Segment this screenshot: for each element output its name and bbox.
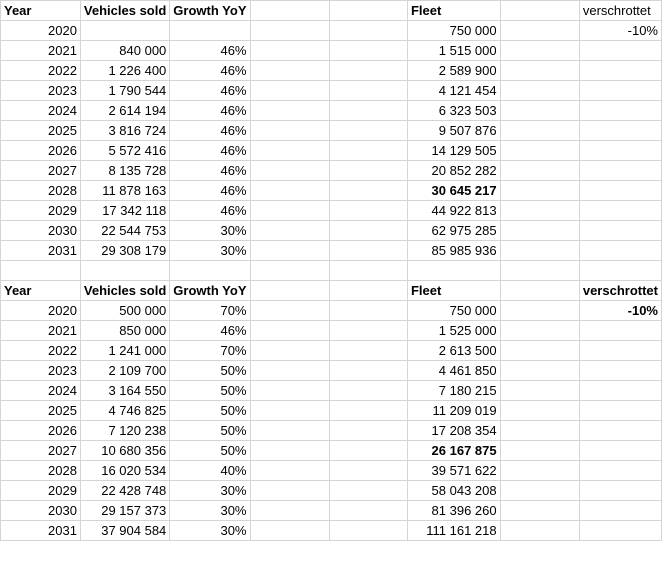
cell-fleet[interactable]: 85 985 936 bbox=[407, 241, 500, 261]
empty-cell[interactable] bbox=[579, 501, 661, 521]
empty-cell[interactable] bbox=[250, 101, 329, 121]
cell-year[interactable]: 2022 bbox=[1, 61, 81, 81]
cell-vehicles-sold[interactable] bbox=[80, 21, 169, 41]
cell-fleet[interactable]: 111 161 218 bbox=[407, 521, 500, 541]
empty-cell[interactable] bbox=[250, 121, 329, 141]
empty-cell[interactable] bbox=[250, 241, 329, 261]
empty-cell[interactable] bbox=[579, 421, 661, 441]
empty-cell[interactable] bbox=[250, 461, 329, 481]
cell-growth-yoy[interactable]: 50% bbox=[170, 421, 250, 441]
empty-cell[interactable] bbox=[250, 481, 329, 501]
empty-cell[interactable] bbox=[250, 221, 329, 241]
cell-vehicles-sold[interactable]: 1 226 400 bbox=[80, 61, 169, 81]
table-row bbox=[1, 481, 662, 501]
empty-cell[interactable] bbox=[250, 361, 329, 381]
table-row bbox=[1, 201, 662, 221]
cell-growth-yoy[interactable]: 50% bbox=[170, 401, 250, 421]
header-cell-growth-yoy[interactable]: Growth YoY bbox=[170, 1, 250, 21]
cell-year[interactable]: 2024 bbox=[1, 101, 81, 121]
header-cell-fleet[interactable]: Fleet bbox=[407, 281, 500, 301]
cell-year[interactable]: 2031 bbox=[1, 521, 81, 541]
cell-growth-yoy[interactable]: 46% bbox=[170, 41, 250, 61]
empty-cell[interactable] bbox=[250, 301, 329, 321]
table-row bbox=[1, 61, 662, 81]
empty-cell[interactable] bbox=[250, 261, 329, 281]
cell-growth-yoy[interactable]: 46% bbox=[170, 181, 250, 201]
header-cell-year[interactable]: Year bbox=[1, 1, 81, 21]
cell-growth-yoy[interactable]: 30% bbox=[170, 221, 250, 241]
empty-cell[interactable] bbox=[329, 441, 407, 461]
cell-vehicles-sold[interactable]: 7 120 238 bbox=[80, 421, 169, 441]
table-row bbox=[1, 301, 662, 321]
empty-cell[interactable] bbox=[579, 201, 661, 221]
empty-cell[interactable] bbox=[579, 101, 661, 121]
cell-year[interactable]: 2027 bbox=[1, 441, 81, 461]
empty-cell[interactable] bbox=[500, 61, 579, 81]
empty-cell[interactable] bbox=[329, 181, 407, 201]
empty-cell[interactable] bbox=[500, 281, 579, 301]
empty-cell[interactable] bbox=[329, 501, 407, 521]
empty-cell[interactable] bbox=[500, 421, 579, 441]
cell-fleet[interactable]: 7 180 215 bbox=[407, 381, 500, 401]
table-row bbox=[1, 21, 662, 41]
header-row bbox=[1, 281, 662, 301]
cell-vehicles-sold[interactable]: 8 135 728 bbox=[80, 161, 169, 181]
empty-cell[interactable] bbox=[250, 521, 329, 541]
cell-vehicles-sold[interactable]: 22 428 748 bbox=[80, 481, 169, 501]
cell-year[interactable]: 2027 bbox=[1, 161, 81, 181]
empty-cell[interactable] bbox=[579, 521, 661, 541]
cell-fleet[interactable]: 750 000 bbox=[407, 301, 500, 321]
cell-growth-yoy[interactable]: 50% bbox=[170, 381, 250, 401]
header-cell-vehicles-sold[interactable]: Vehicles sold bbox=[80, 281, 169, 301]
empty-row bbox=[1, 261, 662, 281]
cell-fleet[interactable]: 2 589 900 bbox=[407, 61, 500, 81]
empty-cell[interactable] bbox=[500, 401, 579, 421]
empty-cell[interactable] bbox=[329, 21, 407, 41]
cell-growth-yoy[interactable]: 50% bbox=[170, 441, 250, 461]
cell-year[interactable]: 2031 bbox=[1, 241, 81, 261]
cell-fleet[interactable]: 44 922 813 bbox=[407, 201, 500, 221]
cell-vehicles-sold[interactable]: 500 000 bbox=[80, 301, 169, 321]
table-row bbox=[1, 341, 662, 361]
table-row bbox=[1, 401, 662, 421]
table-row bbox=[1, 181, 662, 201]
empty-cell[interactable] bbox=[1, 261, 81, 281]
table-row bbox=[1, 461, 662, 481]
cell-year[interactable]: 2023 bbox=[1, 81, 81, 101]
cell-vehicles-sold[interactable]: 2 109 700 bbox=[80, 361, 169, 381]
empty-cell[interactable] bbox=[500, 361, 579, 381]
header-cell-fleet[interactable]: Fleet bbox=[407, 1, 500, 21]
cell-growth-yoy[interactable]: 46% bbox=[170, 141, 250, 161]
empty-cell[interactable] bbox=[579, 381, 661, 401]
cell-vehicles-sold[interactable]: 10 680 356 bbox=[80, 441, 169, 461]
cell-fleet[interactable]: 14 129 505 bbox=[407, 141, 500, 161]
cell-fleet[interactable]: 62 975 285 bbox=[407, 221, 500, 241]
cell-year[interactable]: 2026 bbox=[1, 141, 81, 161]
cell-vehicles-sold[interactable]: 3 164 550 bbox=[80, 381, 169, 401]
cell-vehicles-sold[interactable]: 1 241 000 bbox=[80, 341, 169, 361]
cell-vehicles-sold[interactable]: 29 157 373 bbox=[80, 501, 169, 521]
cell-year[interactable]: 2029 bbox=[1, 201, 81, 221]
empty-cell[interactable] bbox=[250, 341, 329, 361]
empty-cell[interactable] bbox=[500, 121, 579, 141]
cell-fleet[interactable]: 58 043 208 bbox=[407, 481, 500, 501]
empty-cell[interactable] bbox=[500, 181, 579, 201]
empty-cell[interactable] bbox=[500, 381, 579, 401]
empty-cell[interactable] bbox=[329, 401, 407, 421]
empty-cell[interactable] bbox=[250, 61, 329, 81]
cell-fleet[interactable]: 4 461 850 bbox=[407, 361, 500, 381]
empty-cell[interactable] bbox=[579, 141, 661, 161]
empty-cell[interactable] bbox=[329, 241, 407, 261]
cell-fleet[interactable]: 30 645 217 bbox=[407, 181, 500, 201]
table-row bbox=[1, 101, 662, 121]
empty-cell[interactable] bbox=[329, 521, 407, 541]
empty-cell[interactable] bbox=[579, 221, 661, 241]
empty-cell[interactable] bbox=[250, 401, 329, 421]
empty-cell[interactable] bbox=[329, 1, 407, 21]
table-row bbox=[1, 521, 662, 541]
cell-vehicles-sold[interactable]: 850 000 bbox=[80, 321, 169, 341]
table-row bbox=[1, 441, 662, 461]
empty-cell[interactable] bbox=[170, 261, 250, 281]
empty-cell[interactable] bbox=[500, 81, 579, 101]
cell-year[interactable]: 2028 bbox=[1, 181, 81, 201]
empty-cell[interactable] bbox=[250, 201, 329, 221]
cell-scrap-rate[interactable]: -10% bbox=[579, 301, 661, 321]
empty-cell[interactable] bbox=[500, 461, 579, 481]
empty-cell[interactable] bbox=[329, 481, 407, 501]
empty-cell[interactable] bbox=[500, 41, 579, 61]
empty-cell[interactable] bbox=[329, 341, 407, 361]
empty-cell[interactable] bbox=[250, 21, 329, 41]
empty-cell[interactable] bbox=[250, 81, 329, 101]
empty-cell[interactable] bbox=[500, 301, 579, 321]
empty-cell[interactable] bbox=[329, 101, 407, 121]
empty-cell[interactable] bbox=[579, 121, 661, 141]
cell-year[interactable]: 2029 bbox=[1, 481, 81, 501]
header-cell-growth-yoy[interactable]: Growth YoY bbox=[170, 281, 250, 301]
empty-cell[interactable] bbox=[500, 1, 579, 21]
empty-cell[interactable] bbox=[579, 341, 661, 361]
cell-growth-yoy[interactable]: 46% bbox=[170, 121, 250, 141]
empty-cell[interactable] bbox=[329, 141, 407, 161]
empty-cell[interactable] bbox=[329, 61, 407, 81]
cell-fleet[interactable]: 17 208 354 bbox=[407, 421, 500, 441]
empty-cell[interactable] bbox=[407, 261, 500, 281]
empty-cell[interactable] bbox=[250, 421, 329, 441]
cell-year[interactable]: 2025 bbox=[1, 121, 81, 141]
cell-year[interactable]: 2020 bbox=[1, 301, 81, 321]
empty-cell[interactable] bbox=[329, 81, 407, 101]
cell-vehicles-sold[interactable]: 840 000 bbox=[80, 41, 169, 61]
cell-growth-yoy[interactable]: 30% bbox=[170, 521, 250, 541]
empty-cell[interactable] bbox=[579, 401, 661, 421]
table-row bbox=[1, 501, 662, 521]
table-row bbox=[1, 321, 662, 341]
empty-cell[interactable] bbox=[329, 421, 407, 441]
cell-year[interactable]: 2026 bbox=[1, 421, 81, 441]
empty-cell[interactable] bbox=[250, 141, 329, 161]
empty-cell[interactable] bbox=[329, 161, 407, 181]
header-row bbox=[1, 1, 662, 21]
table-row bbox=[1, 421, 662, 441]
cell-growth-yoy[interactable]: 50% bbox=[170, 361, 250, 381]
cell-growth-yoy[interactable]: 46% bbox=[170, 61, 250, 81]
cell-year[interactable]: 2028 bbox=[1, 461, 81, 481]
cell-vehicles-sold[interactable]: 29 308 179 bbox=[80, 241, 169, 261]
empty-cell[interactable] bbox=[500, 481, 579, 501]
cell-vehicles-sold[interactable]: 17 342 118 bbox=[80, 201, 169, 221]
cell-fleet[interactable]: 26 167 875 bbox=[407, 441, 500, 461]
empty-cell[interactable] bbox=[250, 161, 329, 181]
empty-cell[interactable] bbox=[579, 461, 661, 481]
empty-cell[interactable] bbox=[500, 441, 579, 461]
empty-cell[interactable] bbox=[500, 221, 579, 241]
cell-year[interactable]: 2021 bbox=[1, 41, 81, 61]
cell-fleet[interactable]: 81 396 260 bbox=[407, 501, 500, 521]
cell-fleet[interactable]: 11 209 019 bbox=[407, 401, 500, 421]
cell-vehicles-sold[interactable]: 22 544 753 bbox=[80, 221, 169, 241]
empty-cell[interactable] bbox=[500, 241, 579, 261]
cell-growth-yoy[interactable]: 70% bbox=[170, 301, 250, 321]
table-row bbox=[1, 361, 662, 381]
cell-vehicles-sold[interactable]: 3 816 724 bbox=[80, 121, 169, 141]
cell-vehicles-sold[interactable]: 16 020 534 bbox=[80, 461, 169, 481]
cell-growth-yoy[interactable]: 46% bbox=[170, 321, 250, 341]
empty-cell[interactable] bbox=[500, 201, 579, 221]
empty-cell[interactable] bbox=[250, 321, 329, 341]
empty-cell[interactable] bbox=[329, 381, 407, 401]
empty-cell[interactable] bbox=[250, 441, 329, 461]
empty-cell[interactable] bbox=[500, 521, 579, 541]
cell-year[interactable]: 2030 bbox=[1, 221, 81, 241]
cell-fleet[interactable]: 9 507 876 bbox=[407, 121, 500, 141]
cell-fleet[interactable]: 1 515 000 bbox=[407, 41, 500, 61]
cell-fleet[interactable]: 6 323 503 bbox=[407, 101, 500, 121]
empty-cell[interactable] bbox=[579, 441, 661, 461]
cell-growth-yoy[interactable]: 46% bbox=[170, 81, 250, 101]
empty-cell[interactable] bbox=[329, 321, 407, 341]
empty-cell[interactable] bbox=[579, 61, 661, 81]
cell-scrap-rate[interactable]: -10% bbox=[579, 21, 661, 41]
empty-cell[interactable] bbox=[579, 81, 661, 101]
table-row bbox=[1, 141, 662, 161]
empty-cell[interactable] bbox=[250, 501, 329, 521]
empty-cell[interactable] bbox=[579, 261, 661, 281]
table-row bbox=[1, 221, 662, 241]
empty-cell[interactable] bbox=[329, 461, 407, 481]
empty-cell[interactable] bbox=[579, 161, 661, 181]
table-row bbox=[1, 41, 662, 61]
cell-year[interactable]: 2023 bbox=[1, 361, 81, 381]
empty-cell[interactable] bbox=[500, 161, 579, 181]
cell-fleet[interactable]: 20 852 282 bbox=[407, 161, 500, 181]
cell-year[interactable]: 2020 bbox=[1, 21, 81, 41]
empty-cell[interactable] bbox=[579, 361, 661, 381]
empty-cell[interactable] bbox=[579, 181, 661, 201]
empty-cell[interactable] bbox=[579, 321, 661, 341]
empty-cell[interactable] bbox=[500, 321, 579, 341]
empty-cell[interactable] bbox=[329, 301, 407, 321]
cell-growth-yoy[interactable]: 46% bbox=[170, 161, 250, 181]
empty-cell[interactable] bbox=[250, 281, 329, 301]
empty-cell[interactable] bbox=[500, 261, 579, 281]
cell-growth-yoy[interactable] bbox=[170, 21, 250, 41]
table-row bbox=[1, 121, 662, 141]
cell-fleet[interactable]: 2 613 500 bbox=[407, 341, 500, 361]
empty-cell[interactable] bbox=[579, 481, 661, 501]
empty-cell[interactable] bbox=[329, 41, 407, 61]
cell-fleet[interactable]: 1 525 000 bbox=[407, 321, 500, 341]
cell-year[interactable]: 2024 bbox=[1, 381, 81, 401]
header-cell-year[interactable]: Year bbox=[1, 281, 81, 301]
header-cell-verschrottet[interactable]: verschrottet bbox=[579, 281, 661, 301]
cell-year[interactable]: 2022 bbox=[1, 341, 81, 361]
empty-cell[interactable] bbox=[500, 141, 579, 161]
cell-year[interactable]: 2030 bbox=[1, 501, 81, 521]
cell-vehicles-sold[interactable]: 11 878 163 bbox=[80, 181, 169, 201]
cell-vehicles-sold[interactable]: 1 790 544 bbox=[80, 81, 169, 101]
header-cell-verschrottet[interactable]: verschrottet bbox=[579, 1, 661, 21]
cell-vehicles-sold[interactable]: 5 572 416 bbox=[80, 141, 169, 161]
cell-year[interactable]: 2021 bbox=[1, 321, 81, 341]
empty-cell[interactable] bbox=[329, 221, 407, 241]
empty-cell[interactable] bbox=[250, 181, 329, 201]
table-row bbox=[1, 241, 662, 261]
cell-vehicles-sold[interactable]: 37 904 584 bbox=[80, 521, 169, 541]
cell-fleet[interactable]: 4 121 454 bbox=[407, 81, 500, 101]
empty-cell[interactable] bbox=[500, 101, 579, 121]
cell-growth-yoy[interactable]: 40% bbox=[170, 461, 250, 481]
cell-fleet[interactable]: 750 000 bbox=[407, 21, 500, 41]
cell-vehicles-sold[interactable]: 2 614 194 bbox=[80, 101, 169, 121]
header-cell-vehicles-sold[interactable]: Vehicles sold bbox=[80, 1, 169, 21]
empty-cell[interactable] bbox=[250, 381, 329, 401]
empty-cell[interactable] bbox=[250, 41, 329, 61]
cell-vehicles-sold[interactable]: 4 746 825 bbox=[80, 401, 169, 421]
empty-cell[interactable] bbox=[500, 341, 579, 361]
table-row bbox=[1, 81, 662, 101]
cell-fleet[interactable]: 39 571 622 bbox=[407, 461, 500, 481]
empty-cell[interactable] bbox=[500, 501, 579, 521]
empty-cell[interactable] bbox=[329, 201, 407, 221]
table-row bbox=[1, 161, 662, 181]
cell-growth-yoy[interactable]: 30% bbox=[170, 481, 250, 501]
empty-cell[interactable] bbox=[250, 1, 329, 21]
empty-cell[interactable] bbox=[80, 261, 169, 281]
cell-year[interactable]: 2025 bbox=[1, 401, 81, 421]
empty-cell[interactable] bbox=[579, 241, 661, 261]
empty-cell[interactable] bbox=[329, 361, 407, 381]
cell-growth-yoy[interactable]: 30% bbox=[170, 241, 250, 261]
cell-growth-yoy[interactable]: 30% bbox=[170, 501, 250, 521]
empty-cell[interactable] bbox=[579, 41, 661, 61]
cell-growth-yoy[interactable]: 46% bbox=[170, 101, 250, 121]
empty-cell[interactable] bbox=[329, 281, 407, 301]
empty-cell[interactable] bbox=[329, 261, 407, 281]
cell-growth-yoy[interactable]: 70% bbox=[170, 341, 250, 361]
cell-growth-yoy[interactable]: 46% bbox=[170, 201, 250, 221]
empty-cell[interactable] bbox=[329, 121, 407, 141]
table-row bbox=[1, 381, 662, 401]
empty-cell[interactable] bbox=[500, 21, 579, 41]
